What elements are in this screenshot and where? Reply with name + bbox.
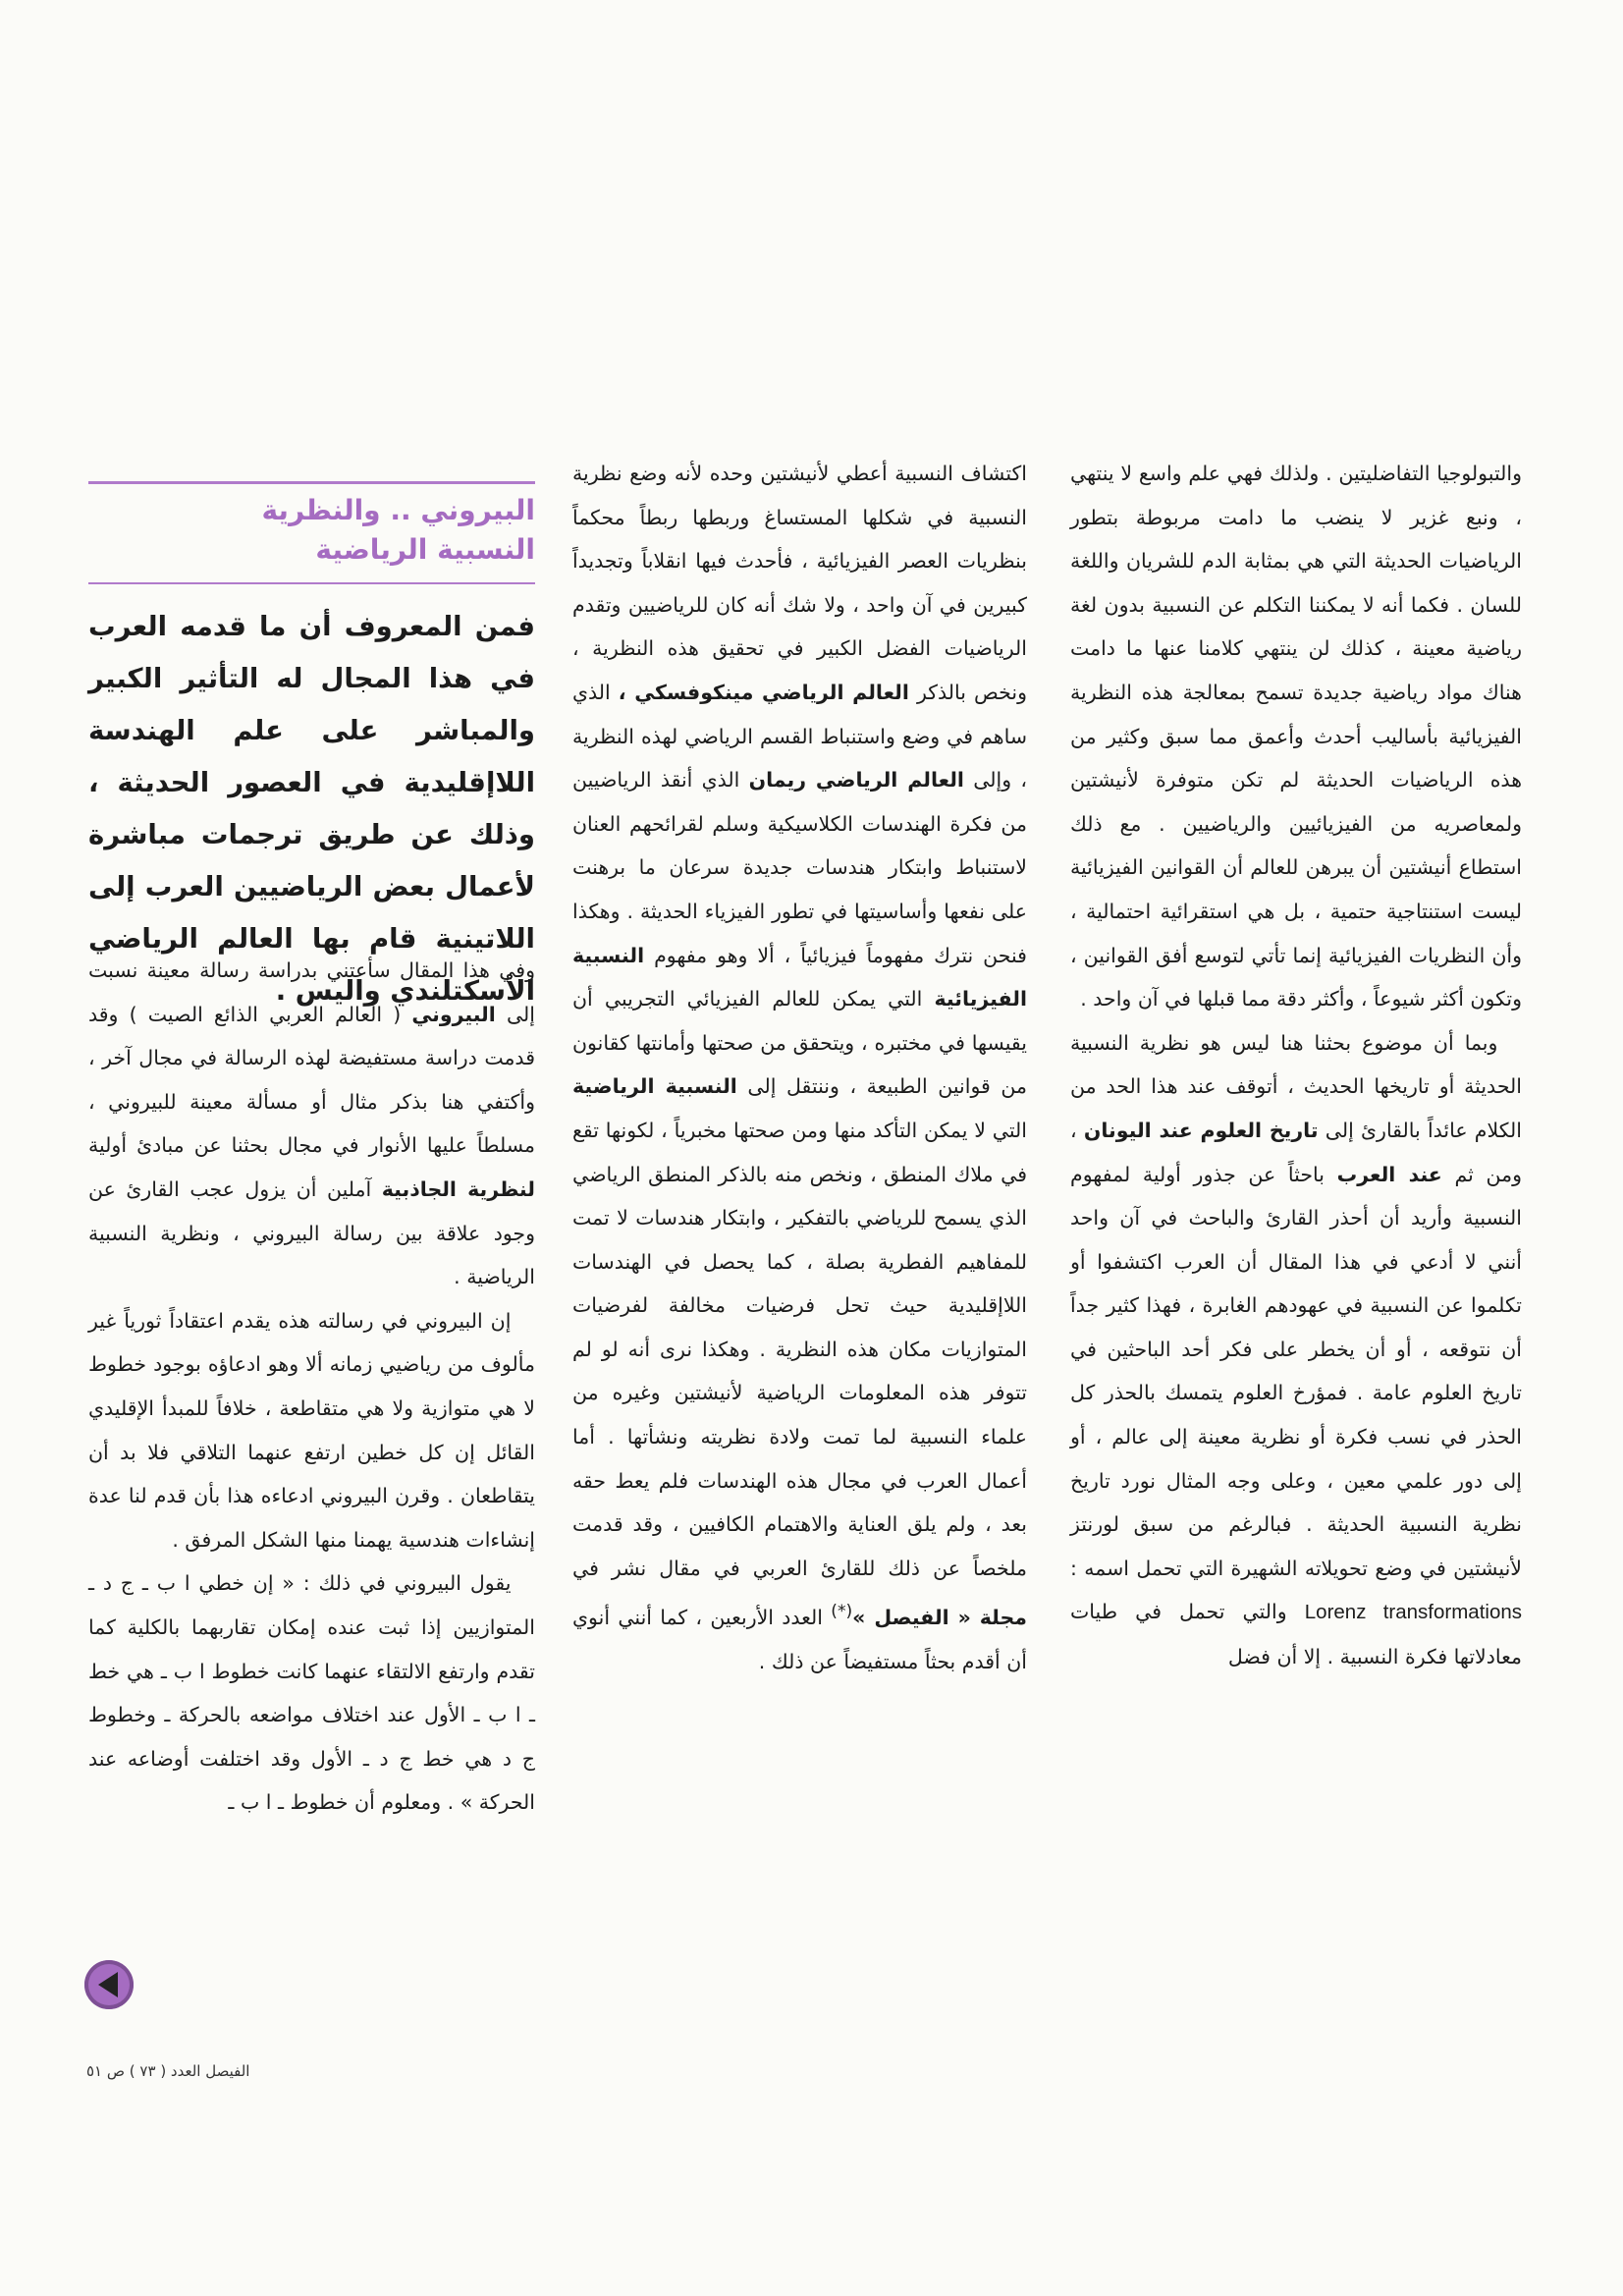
article-column-middle [572, 452, 1027, 1683]
page-footer: الفيصل العدد ( ٧٣ ) ص ٥١ [86, 2062, 250, 2080]
sidebar-title-line: البيروني .. والنظرية [261, 494, 535, 526]
sidebar-rule-bottom [88, 582, 535, 584]
keyword: العالم الرياضي ريمان [748, 768, 964, 793]
footnote-mark: (*) [831, 1602, 853, 1622]
paragraph: وفي هذا المقال سأعتني بدراسة رسالة معينة نسبت إلى البيروني ( العالم العربي الذائع الصيت ) وقد قدمت دراسة مستفيضة لهذه الرسالة في مجال آخر ، وأكتفي هنا بذكر مثال أو مسألة معينة للبيروني ، مسلطاً عليها الأنوار في مجال بحثنا عن مبادئ أولية لنظرية الجاذبية آملين أن يزول عجب القارئ عن وجود علاقة بين رسالة البيروني ، ونظرية النسبية الرياضية . [88, 958, 535, 1289]
latin-term: Lorenz transformations [1304, 1601, 1522, 1624]
keyword: النسبية الفيزيائية [572, 943, 1027, 1011]
article-column-left [88, 949, 535, 1825]
keyword: لنظرية الجاذبية [381, 1176, 535, 1201]
page-arrow-icon [84, 1960, 134, 2009]
journal-name: مجلة « الفيصل » [852, 1606, 1027, 1630]
sidebar-title-line: النسبية الرياضية [315, 533, 535, 566]
paragraph: يقول البيروني في ذلك : « إن خطي ا ب ـ ج د ـ المتوازيين إذا ثبت عنده إمكان تقاربهما بالكلية كما تقدم وارتفع الالتقاء عنهما كانت خطوط ا ب ـ هي خط ـ ا ب ـ الأول عند اختلاف مواضعه بالحركة ـ وخطوط ج د هي خط ج د ـ الأول وقد اختلفت أوضاعه عند الحركة » . ومعلوم أن خطوط ـ ا ب ـ [88, 1571, 535, 1815]
article-intro-bold: فمن المعروف أن ما قدمه العرب في هذا المجال له التأثير الكبير والمباشر على علم الهندسة اللاإقليدية في العصور الحديثة ، وذلك عن طريق ترجمات مباشرة لأعمال بعض الرياضيين العرب إلى اللاتينية قام بها العالم الرياضي الأسكتلندي واليس . [88, 611, 535, 1007]
paragraph: اكتشاف النسبية أعطي لأنيشتين وحده لأنه وضع نظرية النسبية في شكلها المستساغ وربطها ربطاً محكماً بنظريات العصر الفيزيائية ، فأحدث فيها انقلاباً وتجديداً كبيرين في آن واحد ، ولا شك أنه كان للرياضيين وتقدم الرياضيات الفضل الكبير في تحقيق هذه النظرية ، ونخص بالذكر العالم الرياضي مينكوفسكي ، الذي ساهم في وضع واستنباط القسم الرياضي لهذه النظرية ، وإلى العالم الرياضي ريمان الذي أنقذ الرياضيين من فكرة الهندسات الكلاسيكية وسلم لقرائحهم العنان لاستنباط وابتكار هندسات جديدة سرعان ما برهنت على نفعها وأساسيتها في تطور الفيزياء الحديثة . وهكذا فنحن نترك مفهوماً فيزيائياً ، ألا وهو مفهوم النسبية الفيزيائية التي يمكن للعالم الفيزيائي التجريبي أن يقيسها في مختبره ، ويتحقق من صحتها وأمانتها كقانون من قوانين الطبيعة ، وننتقل إلى النسبية الرياضية التي لا يمكن التأكد منها ومن صحتها مخبرياً ، لكونها تقع في ملاك المنطق ، ونخص منه بالذكر المنطق الرياضي الذي يسمح للرياضي بالتفكير ، وابتكار هندسات لا تمت للمفاهيم الفطرية بصلة ، كما يحصل في الهندسات اللاإقليدية حيث تحل فرضيات مخالفة لفرضيات المتوازيات مكان هذه النظرية . وهكذا نرى أنه لو لم تتوفر هذه المعلومات الرياضية لأنيشتين وغيره من علماء النسبية لما تمت ولادة نظريته ونشأتها . أما أعمال العرب في مجال هذه الهندسات فلم يعط حقه بعد ، ولم يلق العناية والاهتمام الكافيين ، وقد قدمت ملخصاً عن ذلك للقارئ العربي في مقال نشر في مجلة « الفيصل »(*) العدد الأربعين ، كما أنني أنوي أن أقدم بحثاً مستفيضاً عن ذلك . [572, 462, 1028, 1673]
keyword: تاريخ العلوم عند اليونان [1083, 1118, 1319, 1142]
paragraph: إن البيروني في رسالته هذه يقدم اعتقاداً ثورياً غير مألوف من رياضيي زمانه ألا وهو ادعاؤه بوجود خطوط لا هي متوازية ولا هي متقاطعة ، خلافاً للمبدأ الإقليدي القائل إن كل خطين ارتفع عنهما التلاقي فلا بد أن يتقاطعان . وقرن البيروني ادعاءه هذا بأن قدم لنا عدة إنشاءات هندسية يهمنا منها الشكل المرفق . [88, 1308, 535, 1552]
keyword: عند العرب [1336, 1162, 1442, 1186]
sidebar-title [88, 491, 535, 570]
paragraph: وبما أن موضوع بحثنا هنا ليس هو نظرية النسبية الحديثة أو تاريخها الحديث ، أتوقف عند هذا الحد من الكلام عائداً بالقارئ إلى تاريخ العلوم عند اليونان ، ومن ثم عند العرب باحثاً عن جذور أولية لمفهوم النسبية وأريد أن أحذر القارئ والباحث في آن واحد أنني لا أدعي في هذا المقال أن العرب اكتشفوا أو تكلموا عن النسبية في عهودهم الغابرة ، فهذا كثير جداً أن نتوقعه ، أو أن يخطر على فكر أحد الباحثين في تاريخ العلوم عامة . فمؤرخ العلوم يتمسك بالحذر كل الحذر في نسب فكرة أو نظرية معينة إلى عالم ، أو إلى دور علمي معين ، وعلى وجه المثال نورد تاريخ نظرية النسبية الحديثة . فبالرغم من سبق لورنتز لأنيشتين في وضع تحويلاته الشهيرة التي تحمل اسمه : Lorenz transformations والتي تحمل في طيات معادلاتها فكرة النسبية . إلا أن فضل [1070, 1030, 1522, 1669]
keyword: النسبية الرياضية [572, 1074, 737, 1099]
keyword: البيروني [411, 1002, 496, 1026]
sidebar-rule-top [88, 481, 535, 484]
article-column-right [1070, 452, 1522, 1679]
keyword: العالم الرياضي مينكوفسكي ، [618, 680, 909, 704]
paragraph: والتبولوجيا التفاضليتين . ولذلك فهي علم واسع لا ينتهي ، ونبع غزير لا ينضب ما دامت مربوطة بتطور الرياضيات الحديثة التي هي بمثابة الدم للشريان واللغة للسان . فكما أنه لا يمكننا التكلم عن النسبية بدون لغة رياضية معينة ، كذلك لن ينتهي كلامنا عنها ما دامت هناك مواد رياضية جديدة تسمح بمعالجة هذه النظرية الفيزيائية بأساليب أحدث وأعمق مما سبق وكثير من هذه الرياضيات الحديثة لم تكن متوفرة لأنيشتين ولمعاصريه من الفيزيائيين والرياضيين . مع ذلك استطاع أنيشتين أن يبرهن للعالم أن القوانين الفيزيائية ليست استنتاجية حتمية ، بل هي استقرائية احتمالية ، وأن النظريات الفيزيائية إنما تأتي لتوسع أفق القوانين ، وتكون أكثر شيوعاً ، وأكثر دقة مما قبلها في آن واحد . [1070, 462, 1522, 1011]
